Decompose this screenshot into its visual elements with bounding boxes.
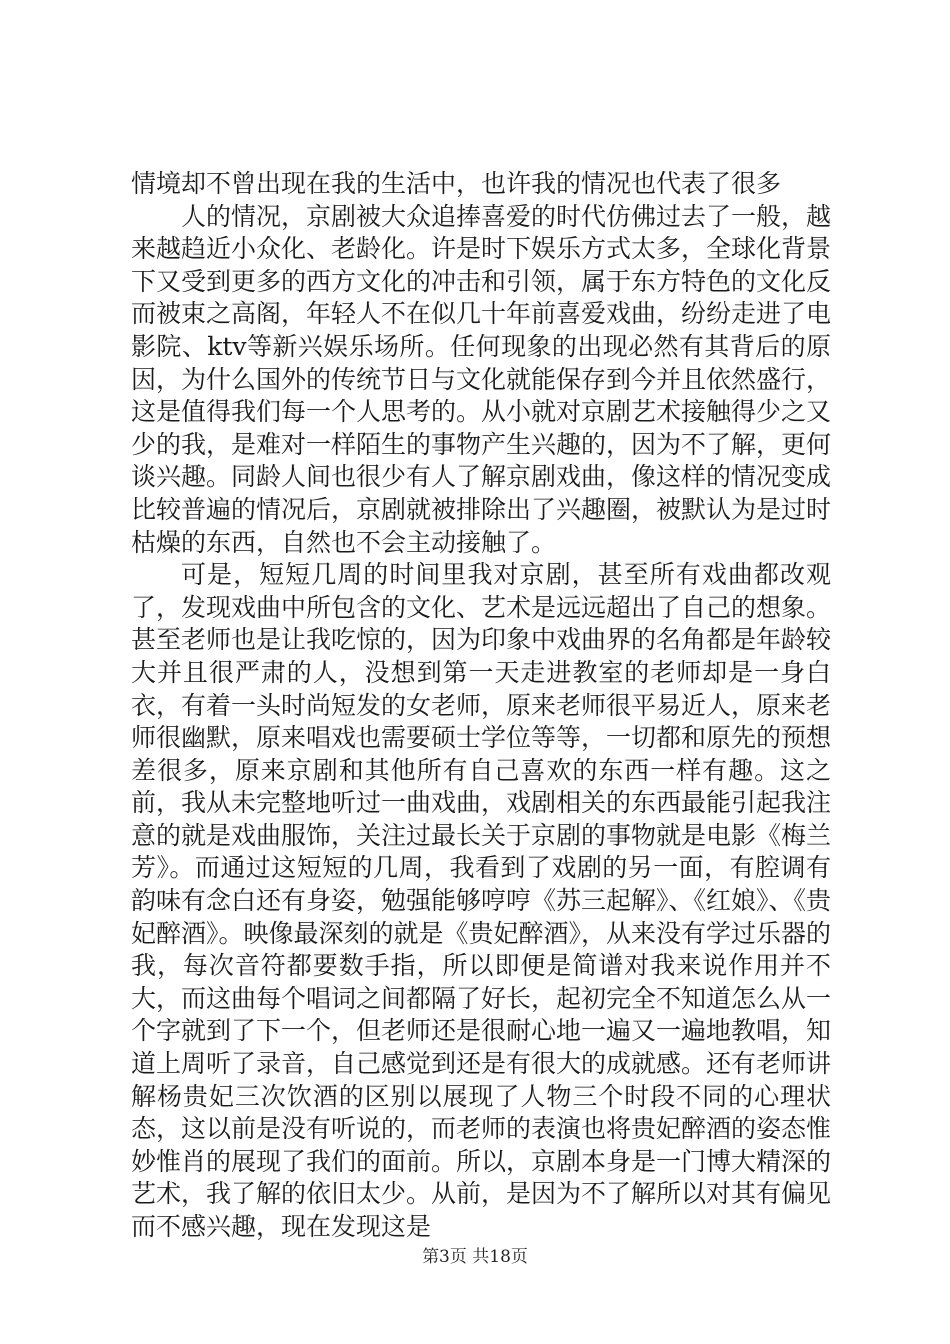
page-footer: 第3页 共18页	[422, 1247, 528, 1267]
paragraph: 可是，短短几周的时间里我对京剧，甚至所有戏曲都改观了，发现戏曲中所包含的文化、艺术是远远超出了自己的想象。甚至老师也是让我吃惊的，因为印象中戏曲界的名角都是年龄较大并且很严肃的人，没想到第一天走进教室的老师却是一身白衣，有着一头时尚短发的女老师，原来老师很平易近人，原来老师很幽默，原来唱戏也需要硕士学位等等，一切都和原先的预想差很多，原来京剧和其他所有自己喜欢的东西一样有趣。这之前，我从未完整地听过一曲戏曲，戏剧相关的东西最能引起我注意的就是戏曲服饰，关注过最长关于京剧的事物就是电影《梅兰芳》。而通过这短短的几周，我看到了戏剧的另一面，有腔调有韵味有念白还有身姿，勉强能够哼哼《苏三起解》、《红娘》、《贵妃醉酒》。映像最深刻的就是《贵妃醉酒》，从来没有学过乐器的我，每次音符都要数手指，所以即便是简谱对我来说作用并不大，而这曲每个唱词之间都隔了好长，起初完全不知道怎么从一个字就到了下一个，但老师还是很耐心地一遍又一遍地教唱，知道上周听了录音，自己感觉到还是有很大的成就感。还有老师讲解杨贵妃三次饮酒的区别以展现了人物三个时段不同的心理状态，这以前是没有听说的，而老师的表演也将贵妃醉酒的姿态惟妙惟肖的展现了我们的面前。所以，京剧本身是一门博大精深的艺术，我了解的依旧太少。从前，是因为不了解所以对其有偏见而不感兴趣，现在发现这是	[131, 560, 832, 1241]
paragraph-continuation: 情境却不曾出现在我的生活中，也许我的情况也代表了很多	[131, 169, 782, 198]
paragraph: 人的情况，京剧被大众追捧喜爱的时代仿佛过去了一般，越来越趋近小众化、老龄化。许是时下娱乐方式太多，全球化背景下又受到更多的西方文化的冲击和引领，属于东方特色的文化反而被束之高阁，年轻人不在似几十年前喜爱戏曲，纷纷走进了电影院、ktv等新兴娱乐场所。任何现象的出现必然有其背后的原因，为什么国外的传统节日与文化就能保存到今并且依然盛行，这是值得我们每一个人思考的。从小就对京剧艺术接触得少之又少的我，是难对一样陌生的事物产生兴趣的，因为不了解，更何谈兴趣。同龄人间也很少有人了解京剧戏曲，像这样的情况变成比较普遍的情况后，京剧就被排除出了兴趣圈，被默认为是过时枯燥的东西，自然也不会主动接触了。	[131, 201, 832, 557]
document-body	[131, 168, 831, 1244]
